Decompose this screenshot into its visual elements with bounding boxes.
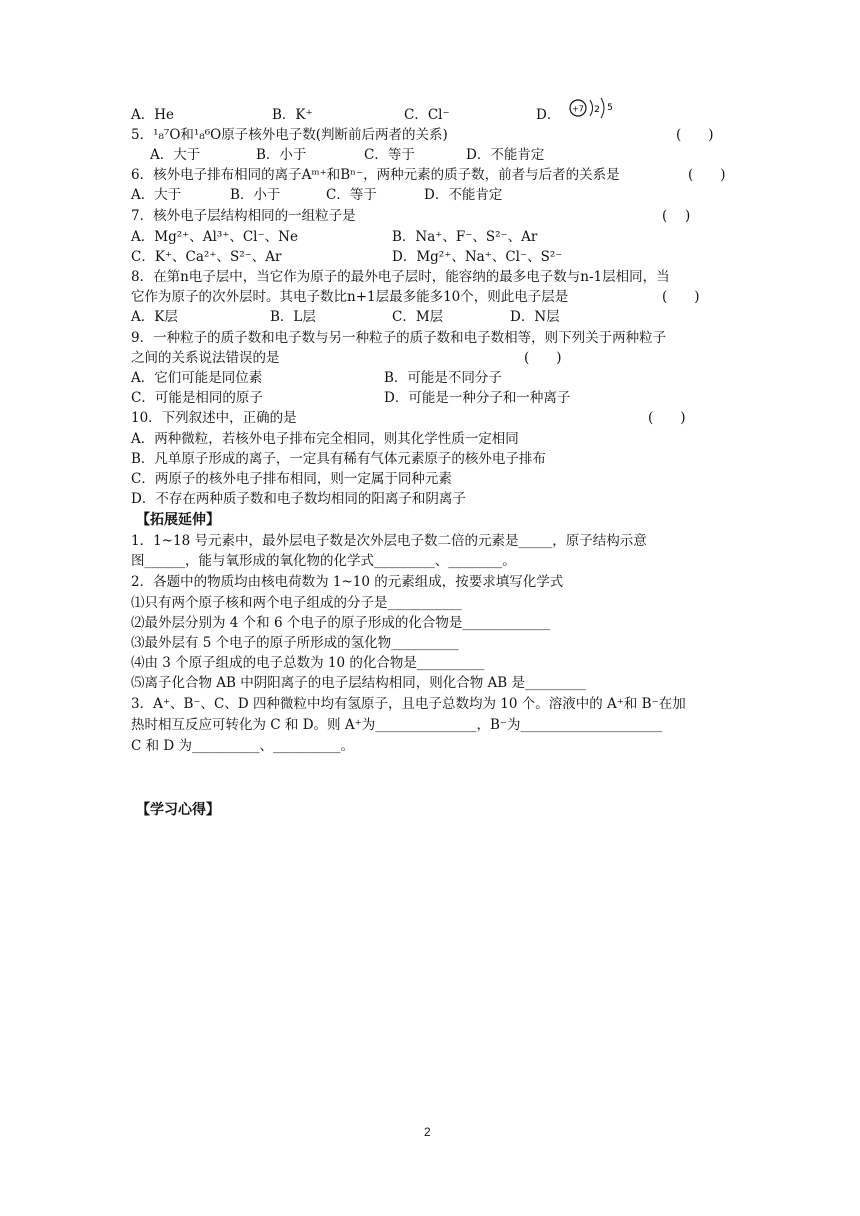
- q10-option-d: D．不存在两种质子数和电子数均相同的阳离子和阴离子: [131, 491, 466, 507]
- ext-q3-line1: 3．A⁺、B⁻、C、D 四种微粒中均有氢原子，且电子总数均为 10 个。溶液中的 A⁺和 B⁻在加: [131, 696, 686, 712]
- ext-q2-item-5: ⑸离子化合物 AB 中阴阳离子的电子层结构相同，则化合物 AB 是_________: [131, 675, 586, 691]
- q7-option-a: A．Mg²⁺、Al³⁺、Cl⁻、Ne: [131, 229, 298, 245]
- q7-answer-paren: ( ): [662, 208, 691, 224]
- q8-option-a: A．K层: [131, 309, 178, 325]
- q5-option-d: D．不能肯定: [466, 147, 545, 163]
- q10-option-c: C．两原子的核外电子排布相同，则一定属于同种元素: [131, 471, 452, 487]
- ext-q3-line2: 热时相互反应可转化为 C 和 D。则 A⁺为_______________，B⁻为_____________________: [131, 717, 663, 733]
- q10-answer-paren: ( ): [648, 410, 686, 426]
- ext-q2-item-4: ⑷由 3 个原子组成的电子总数为 10 的化合物是__________: [131, 655, 485, 671]
- q9-answer-paren: ( ): [524, 350, 562, 366]
- atom-nucleus: +7: [572, 104, 584, 114]
- ext-q1-line2: 图______，能与氧形成的氧化物的化学式_________、________。: [131, 553, 516, 569]
- q6-option-c: C．等于: [326, 187, 377, 203]
- q4-option-d: D．: [536, 107, 561, 123]
- q5-option-a: A．大于: [150, 147, 201, 163]
- atom-shell-1: 2: [594, 105, 600, 115]
- q5-stem: 5．¹₈⁷O和¹₈⁶O原子核外电子数(判断前后两者的关系): [131, 127, 448, 143]
- ext-q2-item-1: ⑴只有两个原子核和两个电子组成的分子是___________: [131, 595, 462, 611]
- q5-answer-paren: ( ): [676, 127, 714, 143]
- q8-answer-paren: ( ): [662, 289, 700, 305]
- q8-option-d: D．N层: [510, 309, 560, 325]
- q8-option-b: B．L层: [270, 309, 316, 325]
- q8-stem-line2: 它作为原子的次外层时。其电子数比n+1层最多能多10个，则此电子层是: [131, 289, 569, 305]
- q6-option-b: B．小于: [230, 187, 281, 203]
- q8-stem-line1: 8．在第n电子层中，当它作为原子的最外电子层时，能容纳的最多电子数与n-1层相同，当: [131, 269, 670, 285]
- q7-option-c: C．K⁺、Ca²⁺、S²⁻、Ar: [131, 249, 282, 265]
- atom-structure-diagram: [566, 96, 622, 122]
- q8-option-c: C．M层: [392, 309, 444, 325]
- q6-option-d: D．不能肯定: [424, 187, 503, 203]
- ext-q2-item-3: ⑶最外层有 5 个电子的原子所形成的氢化物__________: [131, 635, 459, 651]
- page-number: 2: [424, 1125, 431, 1139]
- q4-option-a: A．He: [131, 107, 175, 123]
- q9-option-d: D．可能是一种分子和一种离子: [384, 390, 571, 406]
- q10-stem: 10．下列叙述中，正确的是: [131, 410, 297, 426]
- q7-option-d: D．Mg²⁺、Na⁺、Cl⁻、S²⁻: [392, 249, 563, 265]
- q9-option-b: B．可能是不同分子: [384, 370, 502, 386]
- q7-stem: 7．核外电子层结构相同的一组粒子是: [131, 208, 356, 224]
- q10-option-a: A．两种微粒，若核外电子排布完全相同，则其化学性质一定相同: [131, 431, 519, 447]
- q6-stem: 6．核外电子排布相同的离子Aᵐ⁺和Bⁿ⁻，两种元素的质子数，前者与后者的关系是: [131, 167, 620, 183]
- ext-q2-intro: 2．各题中的物质均由核电荷数为 1~10 的元素组成，按要求填写化学式: [131, 574, 564, 590]
- ext-q1-line1: 1．1~18 号元素中，最外层电子数是次外层电子数二倍的元素是_____，原子结构示意: [131, 533, 647, 549]
- q6-option-a: A．大于: [131, 187, 182, 203]
- ext-q3-line3: C 和 D 为__________、__________。: [131, 738, 355, 754]
- q5-option-c: C．等于: [364, 147, 415, 163]
- study-notes-title: 【学习心得】: [136, 802, 220, 818]
- q9-stem-line1: 9．一种粒子的质子数和电子数与另一种粒子的质子数和电子数相等，则下列关于两种粒子: [131, 330, 667, 346]
- ext-q2-item-2: ⑵最外层分别为 4 个和 6 个电子的原子形成的化合物是_____________: [131, 615, 551, 631]
- q9-option-a: A．它们可能是同位素: [131, 370, 263, 386]
- q9-option-c: C．可能是相同的原子: [131, 390, 263, 406]
- q6-answer-paren: ( ): [688, 167, 726, 183]
- q5-option-b: B．小于: [256, 147, 307, 163]
- atom-shell-2: 5: [607, 103, 613, 113]
- q7-option-b: B．Na⁺、F⁻、S²⁻、Ar: [392, 229, 538, 245]
- q4-option-c: C．Cl⁻: [404, 107, 450, 123]
- q4-option-b: B．K⁺: [272, 107, 313, 123]
- extension-section-title: 【拓展延伸】: [136, 512, 220, 528]
- q9-stem-line2: 之间的关系说法错误的是: [131, 350, 280, 366]
- q10-option-b: B．凡单原子形成的离子，一定具有稀有气体元素原子的核外电子排布: [131, 451, 546, 467]
